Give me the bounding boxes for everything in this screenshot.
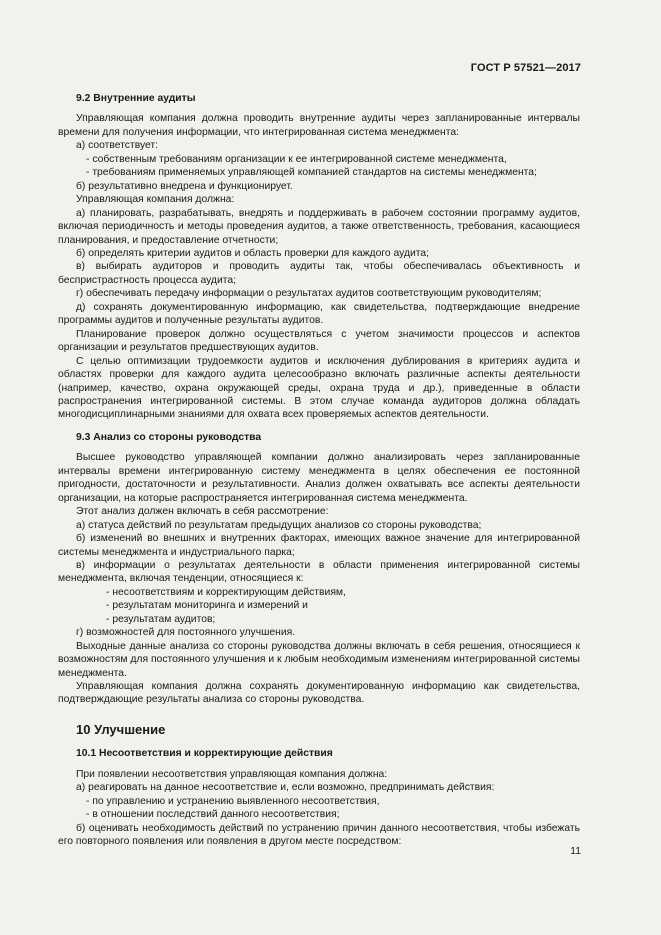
list-item: а) планировать, разрабатывать, внедрять и поддерживать в рабочем состоянии программу аудитов, включая периодичность и методы проведения аудитов, а также ответственность, требования, касающиеся планирования, и предоставление отчетности; bbox=[58, 207, 580, 246]
paragraph: С целью оптимизации трудоемкости аудитов и исключения дублирования в критериях аудита и областях проверки для каждого аудита целесообразно включать различные аспекты деятельности (например, качество, охрана окружающей среды, охрана труда и др.), приведенные в области распространения интегрированной системы. В этом случае команда аудиторов должна обладать многодисциплинарными знаниями для охвата всех проверяемых аспектов деятельности. bbox=[58, 355, 580, 421]
paragraph: Управляющая компания должна: bbox=[76, 194, 235, 206]
section-9-2-title: 9.2 Внутренние аудиты bbox=[76, 93, 196, 104]
page-content bbox=[58, 92, 580, 849]
dash-item: - в отношении последствий данного несоответствия; bbox=[86, 809, 340, 821]
dash-item: - результатам аудитов; bbox=[106, 613, 216, 625]
list-item: а) статуса действий по результатам предыдущих анализов со стороны руководства; bbox=[76, 519, 482, 531]
section-10-1-title: 10.1 Несоответствия и корректирующие действия bbox=[76, 748, 333, 760]
page-number: 11 bbox=[570, 846, 581, 857]
dash-item: - результатам мониторинга и измерений и bbox=[106, 600, 308, 612]
dash-item: - требованиям применяемых управляющей компанией стандартов на системы менеджмента; bbox=[86, 167, 537, 179]
list-item: б) результативно внедрена и функционирует. bbox=[76, 180, 293, 192]
paragraph: Управляющая компания должна проводить внутренние аудиты через запланированные интервалы времени для получения информации, что интегрированная система менеджмента: bbox=[58, 113, 580, 138]
paragraph: Управляющая компания должна сохранять документированную информацию как свидетельства, подтверждающие результаты анализа со стороны руководства. bbox=[58, 681, 580, 706]
paragraph: Планирование проверок должно осуществляться с учетом значимости процессов и аспектов организации и результатов предшествующих аудитов. bbox=[58, 328, 580, 354]
paragraph: Этот анализ должен включать в себя рассмотрение: bbox=[76, 506, 329, 518]
list-item: б) оценивать необходимость действий по устранению причин данного несоответствия, чтобы избежать его повторного появления или появления в другом месте посредством: bbox=[58, 822, 580, 848]
paragraph: Выходные данные анализа со стороны руководства должны включать в себя решения, относящиеся к возможностям для постоянного улучшения и к любым необходимым изменениям интегрированной системы менеджмента. bbox=[58, 640, 580, 679]
list-item: б) определять критерии аудитов и область проверки для каждого аудита; bbox=[76, 247, 430, 259]
paragraph: Высшее руководство управляющей компании должно анализировать через запланированные интервалы времени интегрированную систему менеджмента в целях обеспечения ее постоянной пригодности, достаточности и результативности. Анализ должен охватывать все аспекты деятельности организации, на которые распространяется интегрированная система менеджмента. bbox=[58, 452, 580, 504]
paragraph: При появлении несоответствия управляющая компания должна: bbox=[76, 768, 388, 780]
list-item: д) сохранять документированную информацию, как свидетельства, подтверждающие внедрение программы аудитов и полученные результаты аудитов. bbox=[58, 301, 580, 327]
dash-item: - собственным требованиям организации к ее интегрированной системе менеджмента, bbox=[86, 153, 507, 165]
list-item: б) изменений во внешних и внутренних факторах, имеющих важное значение для интегрированной системы менеджмента и индустриального парка; bbox=[58, 533, 580, 558]
dash-item: - по управлению и устранению выявленного несоответствия, bbox=[86, 795, 380, 807]
section-9-3-title: 9.3 Анализ со стороны руководства bbox=[76, 431, 262, 443]
list-item: а) соответствует: bbox=[76, 140, 159, 152]
list-item: г) возможностей для постоянного улучшения. bbox=[76, 627, 296, 639]
list-item: в) информации о результатах деятельности в области применения интегрированной системы менеджмента, включая тенденции, относящиеся к: bbox=[58, 559, 580, 585]
list-item: а) реагировать на данное несоответствие и, если возможно, предпринимать действия: bbox=[76, 782, 495, 794]
list-item: г) обеспечивать передачу информации о результатах аудитов соответствующим руководителям; bbox=[76, 288, 542, 300]
standard-header: ГОСТ Р 57521—2017 bbox=[470, 62, 581, 74]
dash-item: - несоответствиям и корректирующим действиям, bbox=[106, 586, 346, 598]
list-item: в) выбирать аудиторов и проводить аудиты так, чтобы обеспечивалась объективность и беспристрастность процесса аудита; bbox=[58, 261, 580, 286]
section-10-title: 10 Улучшение bbox=[76, 721, 166, 737]
